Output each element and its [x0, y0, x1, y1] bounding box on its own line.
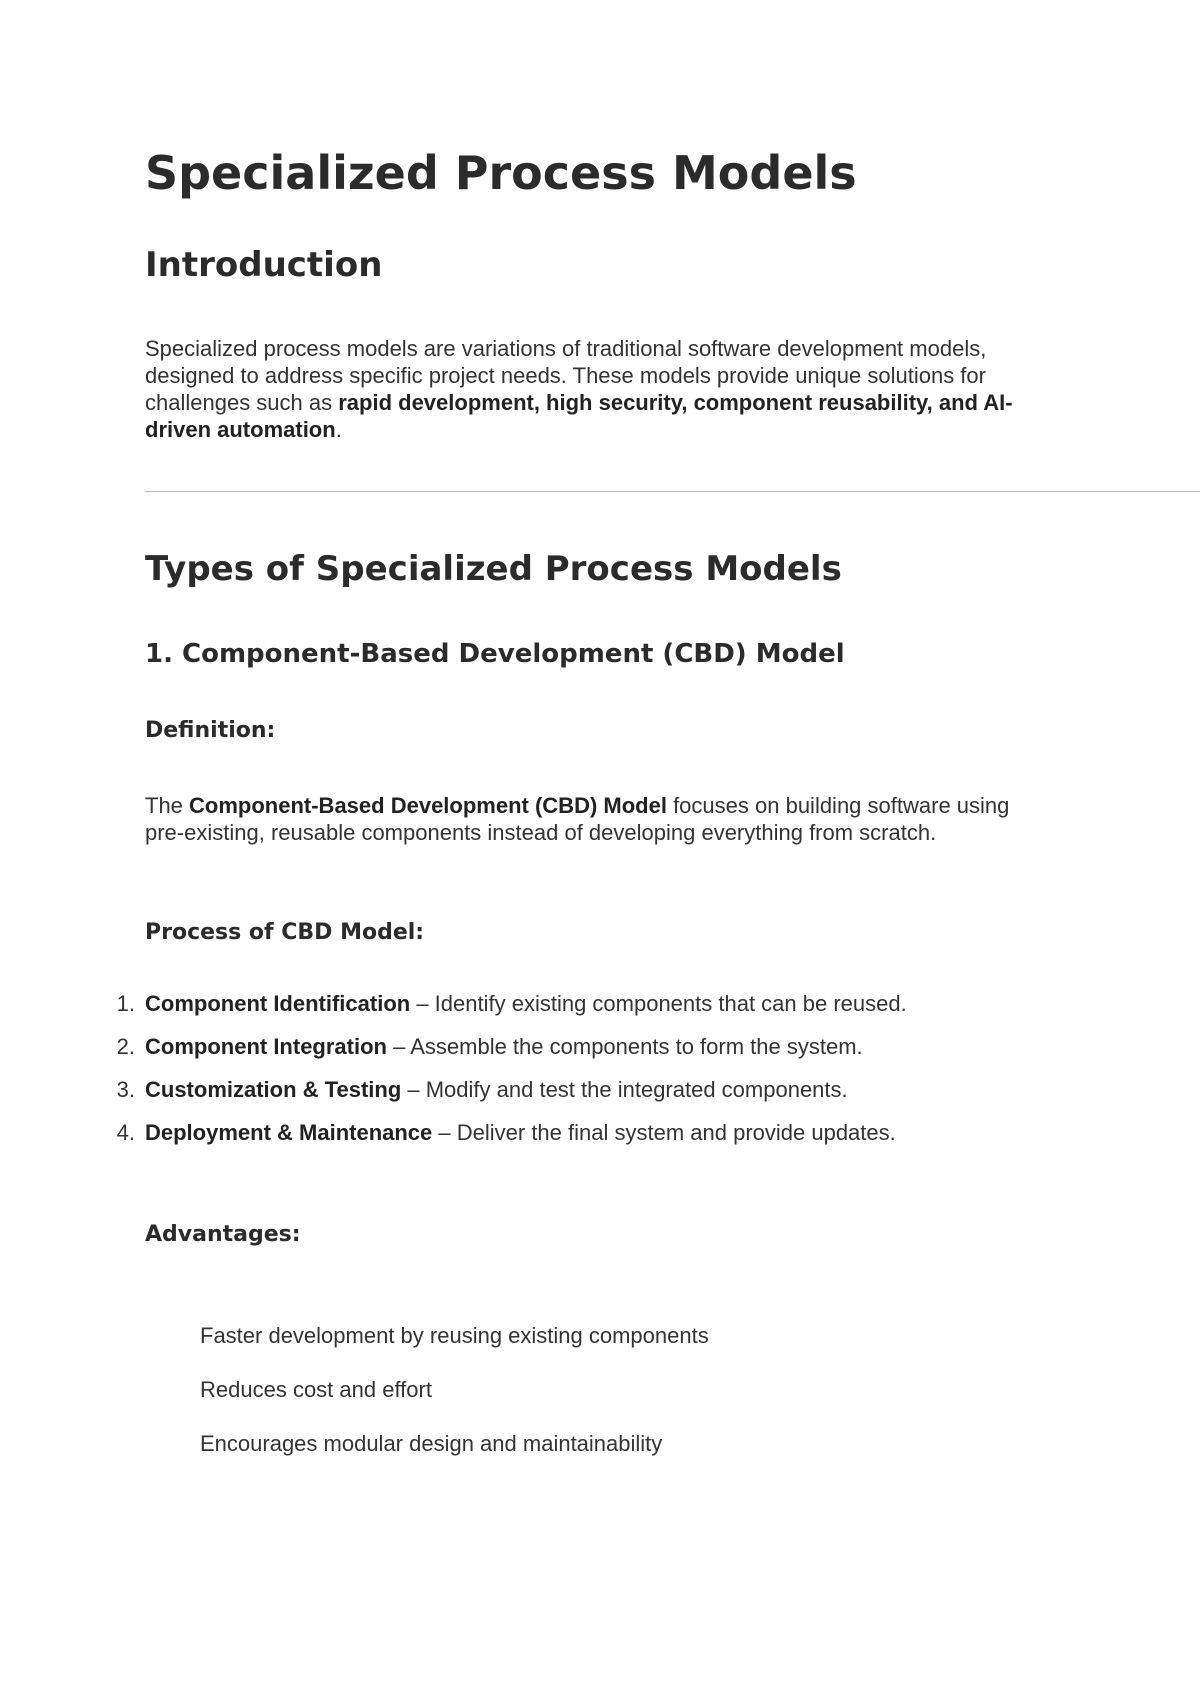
- definition-prefix: The: [145, 793, 190, 818]
- intro-heading: Introduction: [145, 245, 383, 285]
- definition-suffix: focuses on building software using pre-existing, reusable components instead of developing everything from scratch.: [145, 793, 1010, 845]
- list-item: [116, 1076, 907, 1119]
- intro-text-prefix: Specialized process models are variations of traditional software development models, designed to address specific project needs. These models provide unique solutions for challenges such as: [145, 336, 987, 415]
- definition-label: Definition:: [145, 718, 276, 743]
- definition-bold: Component-Based Development (CBD) Model: [189, 793, 667, 818]
- list-item: Encourages modular design and maintainability: [200, 1431, 663, 1456]
- intro-text-bold: rapid development, high security, component reusability, and AI-driven automation: [145, 390, 1013, 442]
- step-title: Component Identification: [145, 991, 411, 1016]
- list-item: [116, 990, 907, 1033]
- step-number: 3.: [116, 1077, 135, 1102]
- intro-text-suffix: .: [335, 417, 342, 442]
- step-description: – Modify and test the integrated components.: [401, 1077, 848, 1102]
- list-item: Faster development by reusing existing components: [200, 1323, 709, 1348]
- horizontal-divider: [145, 491, 1200, 492]
- list-item: Reduces cost and effort: [200, 1377, 432, 1402]
- list-item: [116, 1033, 907, 1076]
- types-heading: Types of Specialized Process Models: [145, 549, 842, 589]
- advantages-list: [200, 1322, 709, 1484]
- process-steps-list: [116, 990, 907, 1162]
- step-description: – Identify existing components that can be reused.: [410, 991, 907, 1016]
- step-number: 1.: [116, 991, 135, 1016]
- step-description: – Assemble the components to form the system.: [386, 1034, 863, 1059]
- cbd-heading: 1. Component-Based Development (CBD) Model: [145, 639, 845, 669]
- step-description: – Deliver the final system and provide updates.: [432, 1120, 896, 1145]
- step-title: Customization & Testing: [145, 1077, 402, 1102]
- step-number: 2.: [116, 1034, 135, 1059]
- list-item: [116, 1119, 907, 1162]
- intro-paragraph: [145, 335, 1045, 443]
- step-title: Component Integration: [145, 1034, 387, 1059]
- step-title: Deployment & Maintenance: [145, 1120, 433, 1145]
- advantages-label: Advantages:: [145, 1222, 301, 1247]
- definition-paragraph: [145, 792, 1045, 846]
- process-label: Process of CBD Model:: [145, 920, 425, 945]
- step-number: 4.: [116, 1120, 135, 1145]
- document-title: Specialized Process Models: [145, 146, 857, 200]
